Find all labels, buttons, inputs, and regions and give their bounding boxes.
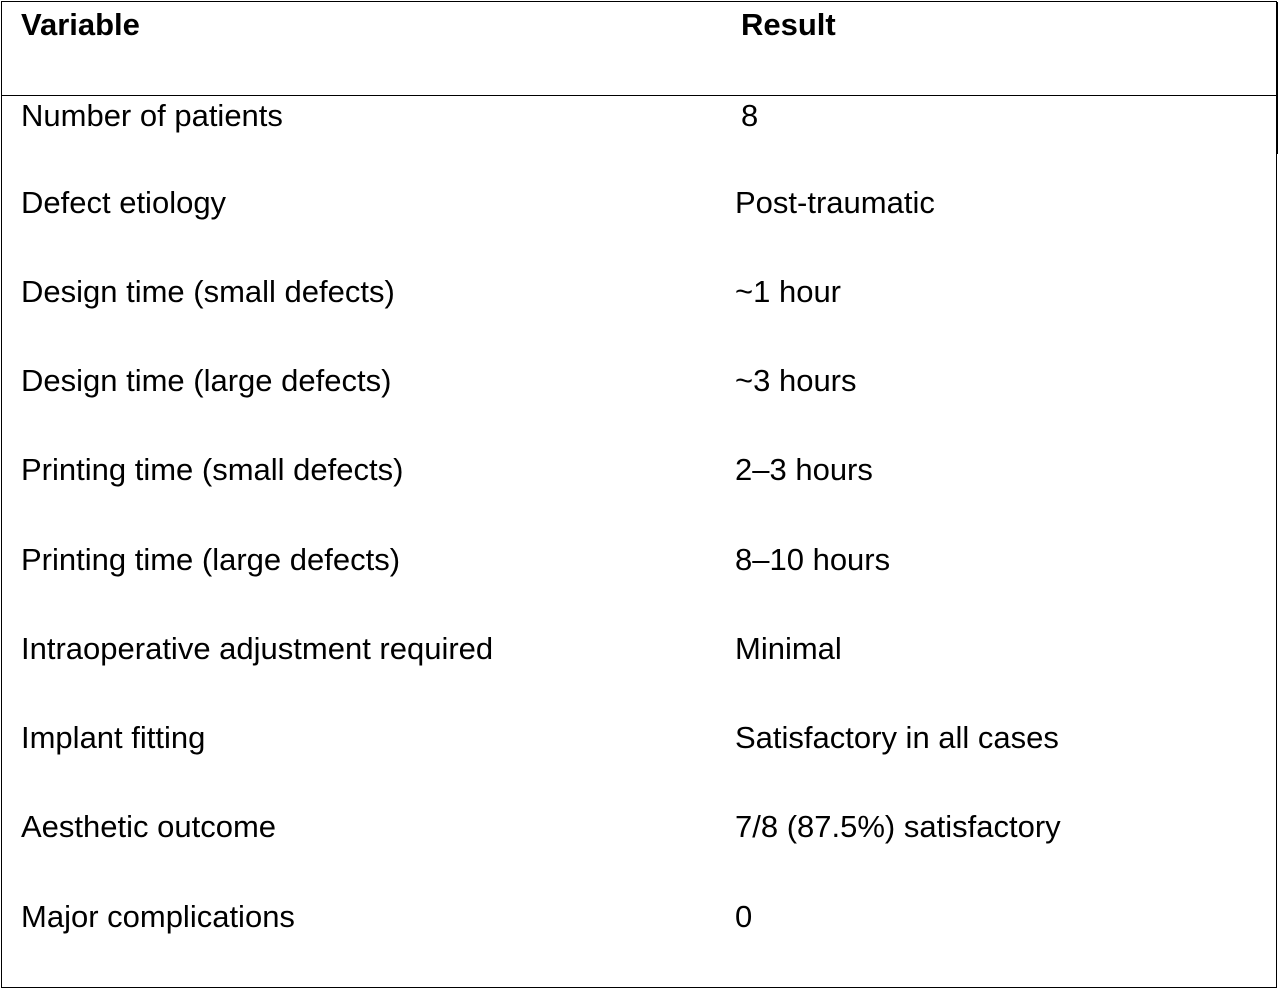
row-result-number-of-patients: 8	[741, 98, 759, 133]
row-result-intraoperative-adjustment: Minimal	[735, 631, 842, 666]
row-result-aesthetic-outcome: 7/8 (87.5%) satisfactory	[735, 809, 1061, 844]
row-variable-design-time-large: Design time (large defects)	[21, 363, 392, 398]
row-result-printing-time-large: 8–10 hours	[735, 542, 891, 577]
row-result-printing-time-small: 2–3 hours	[735, 452, 873, 487]
row-variable-printing-time-small: Printing time (small defects)	[21, 452, 404, 487]
row-variable-major-complications: Major complications	[21, 899, 295, 934]
row-result-design-time-large: ~3 hours	[735, 363, 857, 398]
row-variable-defect-etiology: Defect etiology	[21, 185, 227, 220]
row-result-defect-etiology: Post-traumatic	[735, 185, 935, 220]
row-variable-implant-fitting: Implant fitting	[21, 720, 206, 755]
row-result-design-time-small: ~1 hour	[735, 274, 842, 309]
column-header-result: Result	[741, 7, 836, 42]
column-header-variable: Variable	[21, 7, 140, 42]
row-variable-design-time-small: Design time (small defects)	[21, 274, 395, 309]
row-variable-printing-time-large: Printing time (large defects)	[21, 542, 401, 577]
header-right-border	[1277, 2, 1278, 154]
row-variable-number-of-patients: Number of patients	[21, 98, 283, 133]
row-result-major-complications: 0	[735, 899, 753, 934]
row-variable-aesthetic-outcome: Aesthetic outcome	[21, 809, 277, 844]
row-variable-intraoperative-adjustment: Intraoperative adjustment required	[21, 631, 494, 666]
row-result-implant-fitting: Satisfactory in all cases	[735, 720, 1059, 755]
